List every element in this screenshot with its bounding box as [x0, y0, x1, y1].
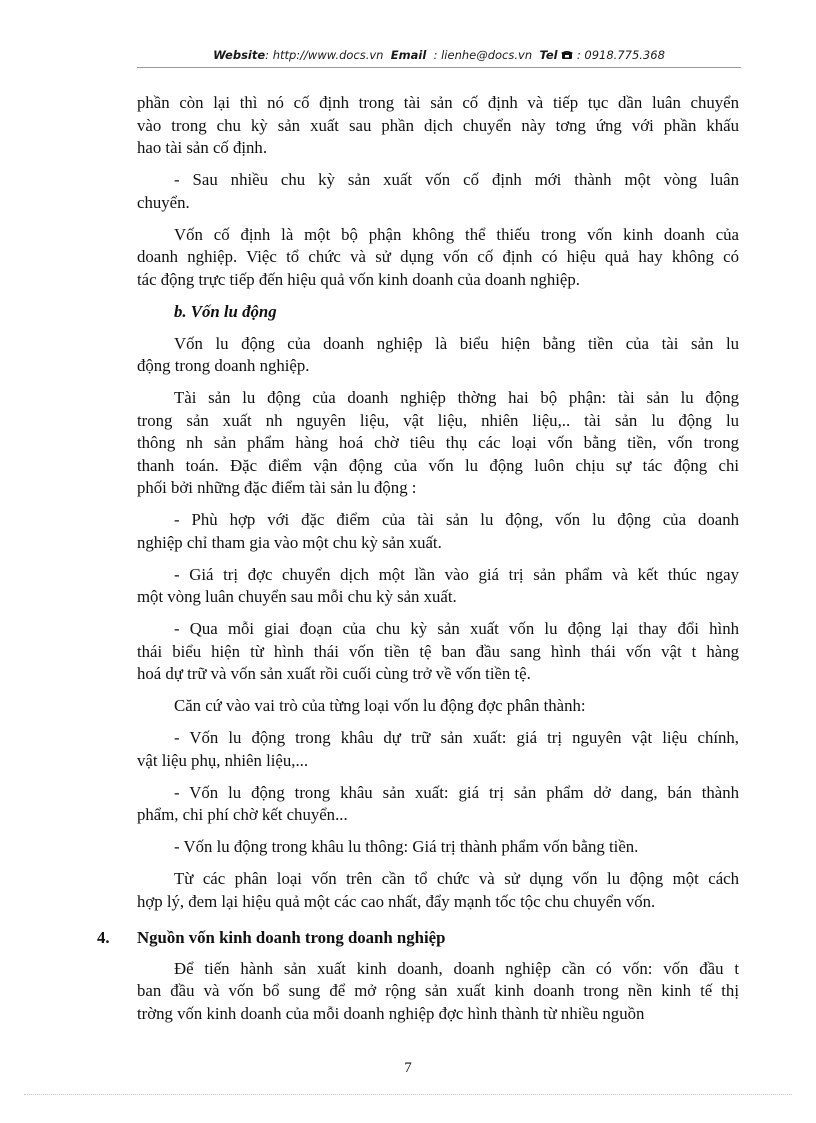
paragraph-line: vào trong chu kỳ sản xuất sau phần dịch chuyển này tơng ứng với phần khấu — [137, 115, 739, 135]
page-header — [137, 48, 741, 62]
paragraph-line: một vòng luân chuyển sau mỗi chu kỳ sản xuất. — [137, 587, 457, 606]
website-label: Website — [213, 48, 266, 62]
paragraph — [137, 727, 739, 772]
paragraph — [137, 387, 739, 500]
paragraph-line: hợp lý, đem lại hiệu quả một các cao nhất, đẩy mạnh tốc tộc chu chuyển vốn. — [137, 891, 656, 911]
paragraph-line: hao tài sản cố định. — [137, 138, 268, 157]
paragraph-line: thanh toán. Đặc điểm vận động của vốn lu động luôn chịu sự tác động chi — [137, 455, 739, 475]
paragraph-line: tác động trực tiếp đến hiệu quả vốn kinh doanh của doanh nghiệp. — [137, 269, 580, 289]
section-heading — [97, 927, 739, 950]
paragraph-line: Để tiến hành sản xuất kinh doanh, doanh nghiệp cần có vốn: vốn đầu t — [174, 958, 739, 978]
document-body — [97, 92, 739, 1035]
paragraph-line: phẩm, chi phí chờ kết chuyển... — [137, 805, 348, 824]
paragraph — [137, 333, 739, 378]
section-title: Nguồn vốn kinh doanh trong doanh nghiệp — [137, 928, 446, 947]
paragraph — [137, 509, 739, 554]
paragraph — [137, 782, 739, 827]
paragraph-line: Vốn lu động của doanh nghiệp là biểu hiện bằng tiền của tài sản lu — [174, 333, 739, 353]
paragraph — [137, 868, 739, 913]
paragraph — [137, 618, 739, 686]
paragraph-line: - Vốn lu động trong khâu lu thông: Giá trị thành phẩm vốn bằng tiền. — [174, 837, 639, 856]
paragraph-line: hoá dự trữ và vốn sản xuất rồi cuối cùng trở về vốn tiền tệ. — [137, 664, 531, 683]
paragraph-line: - Vốn lu động trong khâu dự trữ sản xuất: giá trị nguyên vật liệu chính, — [174, 728, 739, 747]
paragraph-line: trong sản xuất nh nguyên liệu, vật liệu, nhiên liệu,.. tài sản lu động lu — [137, 410, 739, 430]
paragraph-line: - Vốn lu động trong khâu sản xuất: giá trị sản phẩm dở dang, bán thành — [174, 782, 739, 802]
tel-label: Tel — [539, 48, 558, 62]
section-number: 4. — [97, 928, 110, 947]
paragraph-line: thái biểu hiện từ hình thái vốn tiền tệ ban đầu sang hình thái vốn vật t hàng — [137, 641, 739, 661]
paragraph-line: thông nh sản phẩm hàng hoá chờ tiêu thụ các loại vốn bằng tiền, vốn trong — [137, 433, 739, 452]
paragraph — [137, 92, 739, 160]
footer-rule — [24, 1094, 792, 1095]
phone-icon — [561, 48, 577, 62]
paragraph-line: - Sau nhiều chu kỳ sản xuất vốn cố định mới thành một vòng luân — [174, 170, 739, 189]
paragraph — [137, 169, 739, 214]
paragraph-line: - Qua mỗi giai đoạn của chu kỳ sản xuất vốn lu động lại thay đổi hình — [174, 619, 739, 638]
paragraph — [137, 695, 739, 718]
website-value: : http://www.docs.vn — [265, 48, 384, 62]
paragraph-line: Tài sản lu động của doanh nghiệp thờng hai bộ phận: tài sản lu động — [174, 388, 739, 407]
header-rule — [137, 67, 741, 68]
paragraph-line: phối bởi những đặc điểm tài sản lu động : — [137, 478, 417, 497]
paragraph-line: - Phù hợp với đặc điểm của tài sản lu động, vốn lu động của doanh — [174, 510, 739, 529]
email-label: Email — [390, 48, 427, 62]
paragraph — [137, 564, 739, 609]
paragraph-line: trờng vốn kinh doanh của mỗi doanh nghiệp đợc hình thành từ nhiều nguồn — [137, 1003, 645, 1023]
tel-value: : 0918.775.368 — [576, 48, 665, 62]
paragraph-line: chuyển. — [137, 192, 190, 212]
paragraph-line: Từ các phân loại vốn trên cần tổ chức và sử dụng vốn lu động một cách — [174, 869, 739, 888]
subheading: b. Vốn lu động — [174, 301, 277, 321]
email-value: : lienhe@docs.vn — [433, 48, 533, 62]
paragraph-line: vật liệu phụ, nhiên liệu,... — [137, 750, 309, 770]
paragraph — [137, 836, 739, 859]
paragraph-line: Căn cứ vào vai trò của từng loại vốn lu động đợc phân thành: — [174, 696, 586, 715]
paragraph-line: doanh nghiệp. Việc tổ chức và sử dụng vốn cố định có hiệu quả hay không có — [137, 247, 739, 266]
paragraph-line: - Giá trị đợc chuyển dịch một lần vào giá trị sản phẩm và kết thúc ngay — [174, 564, 739, 584]
paragraph-line: phần còn lại thì nó cố định trong tài sản cố định và tiếp tục dần luân chuyển — [137, 93, 739, 112]
paragraph — [137, 958, 739, 1026]
paragraph-line: động trong doanh nghiệp. — [137, 356, 310, 375]
paragraph-line: ban đầu và vốn bổ sung để mở rộng sản xuất kinh doanh trong nền kinh tế thị — [137, 981, 739, 1000]
page-number: 7 — [404, 1060, 412, 1076]
paragraph-line: nghiệp chỉ tham gia vào một chu kỳ sản xuất. — [137, 532, 442, 552]
paragraph-line: Vốn cố định là một bộ phận không thể thiếu trong vốn kinh doanh của — [174, 224, 739, 244]
paragraph — [137, 224, 739, 292]
